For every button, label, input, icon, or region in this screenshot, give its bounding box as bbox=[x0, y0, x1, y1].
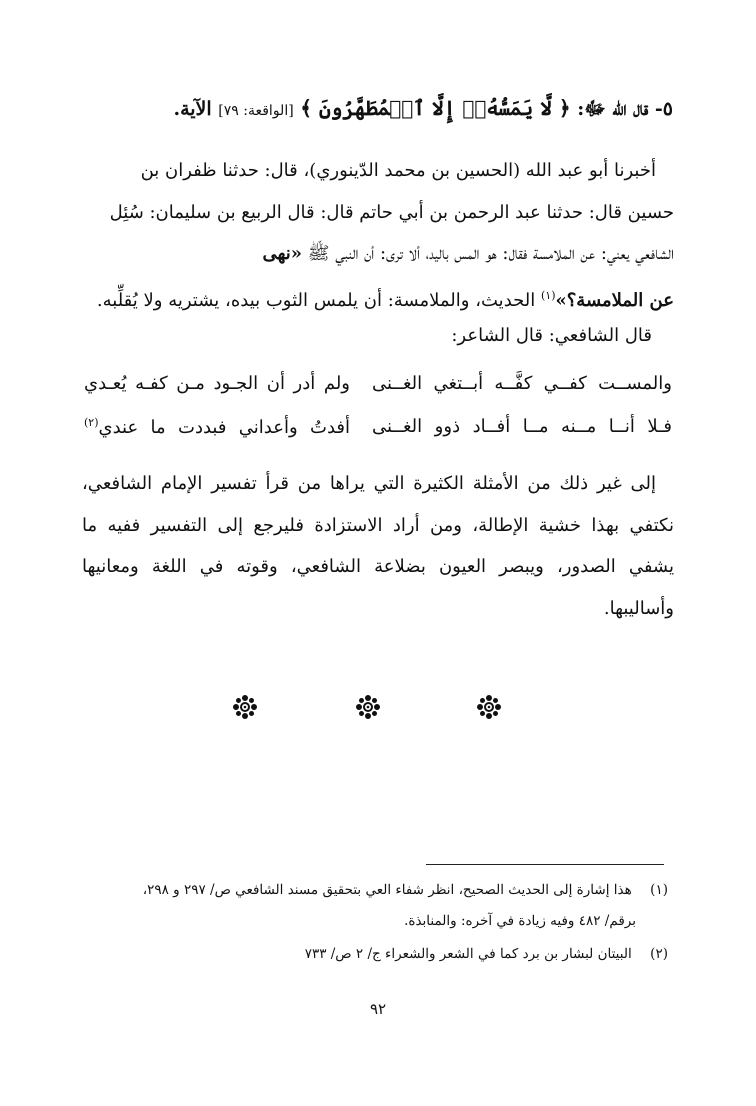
page-number: ٩٢ bbox=[369, 1000, 387, 1018]
heading-suffix: الآية. bbox=[173, 98, 212, 120]
quran-verse: ﴿ لَّا يَمَسُّهُۥٓ إِلَّا ٱلۡمُطَهَّرُونَ ﴾ bbox=[300, 96, 571, 120]
paragraph-line: نكتفي بهذا خشية الإطالة، ومن أراد الاستزادة فليرجع إلى التفسير ففيه ما bbox=[82, 514, 674, 536]
flower-ornament-icon bbox=[232, 694, 258, 720]
footnote-separator bbox=[426, 864, 664, 865]
footnote-1 bbox=[88, 882, 668, 898]
footnote-2 bbox=[88, 946, 668, 962]
paragraph-line: يشفي الصدور، ويبصر العيون بضلاعة الشافعي، وقوته في اللغة ومعانيها bbox=[82, 556, 674, 577]
paragraph-line bbox=[84, 233, 674, 275]
paragraph-line: حسين قال: حدثنا عبد الرحمن بن أبي حاتم قال: قال الربيع بن سليمان: سُئِل bbox=[109, 201, 674, 223]
verse-reference: [الواقعة: ٧٩] bbox=[218, 103, 294, 119]
poet-intro: قال الشافعي: قال الشاعر: bbox=[451, 325, 652, 346]
verse-first-hemistich: والمســت كفــي كفَّــه أبــتغي الغــنى bbox=[372, 373, 672, 394]
hadith-quote: عن الملامسة؟» bbox=[555, 289, 674, 311]
poetry-verse bbox=[84, 416, 672, 446]
verse-text: أفدتُ وأعداني فبددت ما عندي bbox=[98, 417, 350, 438]
poetry-verse bbox=[84, 373, 672, 403]
flower-ornament-icon bbox=[476, 694, 502, 720]
section-heading bbox=[73, 96, 673, 125]
verse-first-hemistich: فـلا أنــا مــنه مــا أفــاد ذوو الغــنى bbox=[372, 416, 672, 437]
flower-ornament-icon bbox=[355, 694, 381, 720]
verse-second-hemistich bbox=[84, 416, 350, 438]
paragraph-text: الشافعي يعني: عن الملامسة فقال: هو المس باليد، ألا ترى: أن النبي ﷺ bbox=[307, 243, 674, 264]
paragraph-line bbox=[84, 275, 674, 322]
footnote-text: البيتان لبشار بن برد كما في الشعر والشعراء ج/ ٢ ص/ ٧٣٣ bbox=[304, 946, 632, 962]
paragraph-line: أخبرنا أبو عبد الله (الحسين بن محمد الدّينوري)، قال: حدثنا ظفران بن bbox=[140, 160, 656, 181]
verse-second-hemistich: ولم أدر أن الجـود مـن كفـه يُعـدي bbox=[84, 373, 350, 394]
paragraph-line: إلى غير ذلك من الأمثلة الكثيرة التي يراها من قرأ تفسير الإمام الشافعي، bbox=[82, 473, 656, 494]
footnote-marker[interactable]: (٢) bbox=[84, 416, 99, 429]
footnote-marker[interactable]: (١) bbox=[540, 288, 556, 302]
paragraph-text: الحديث، والملامسة: أن يلمس الثوب بيده، يشتريه ولا يُقلِّبه. bbox=[96, 289, 536, 311]
footnote-text: هذا إشارة إلى الحديث الصحيح، انظر شفاء العي بتحقيق مسند الشافعي ص/ ٢٩٧ و ٢٩٨، bbox=[142, 882, 632, 898]
section-divider-ornaments bbox=[232, 694, 508, 724]
footnote-number: (١) bbox=[650, 882, 668, 898]
narration-paragraph bbox=[84, 150, 674, 321]
footnote-1-continuation: برقم/ ٤٨٢ وفيه زيادة في آخره: والمنابذة. bbox=[404, 913, 636, 929]
heading-prefix: ٥- قال الله ﷻ: bbox=[577, 98, 673, 120]
footnote-number: (٢) bbox=[650, 946, 668, 962]
hadith-quote: «نهى bbox=[262, 243, 303, 264]
paragraph-line: وأساليبها. bbox=[603, 597, 674, 619]
closing-paragraph bbox=[82, 463, 674, 629]
